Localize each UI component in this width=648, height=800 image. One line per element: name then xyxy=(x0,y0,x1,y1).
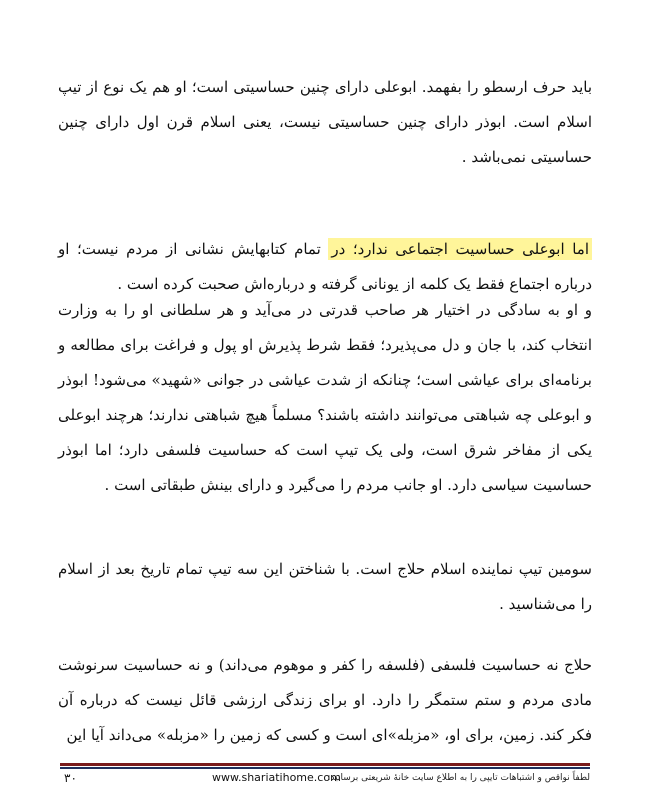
paragraph-5 xyxy=(58,648,592,753)
highlighted-text: اما ابوعلی حساسیت اجتماعی ندارد؛ در xyxy=(328,238,592,260)
footer-divider xyxy=(60,763,590,766)
paragraph-2 xyxy=(58,232,592,302)
footer-website-link[interactable]: www.shariatihome.com xyxy=(212,771,341,784)
paragraph-3 xyxy=(58,293,592,503)
paragraph-text: حلاج نه حساسیت فلسفی (فلسفه را کفر و موهوم می‌داند) و نه حساسیت سرنوشت مادی مردم و ستم ستمگر را دارد. او برای زندگی ارزشی قائل نیست که درباره آن فکر کند. زمین، برای او، «مزبله»ای است و کسی که زمین را «مزبله» می‌داند آیا این xyxy=(58,656,592,744)
paragraph-1 xyxy=(58,70,592,175)
paragraph-text: سومین تیپ نماینده اسلام حلاج است. با شناختن این سه تیپ تمام تاریخ بعد از اسلام را می‌شناسید . xyxy=(58,560,592,613)
paragraph-text: تمام کتابهایش نشانی از مردم نیست؛ او درباره اجتماع فقط یک کلمه از یونانی گرفته و درباره‌اش صحبت کرده است . xyxy=(58,240,592,293)
paragraph-text: و او به سادگی در اختیار هر صاحب قدرتی در می‌آید و هر سلطانی او را به وزارت انتخاب کند، با جان و دل می‌پذیرد؛ فقط شرط پذیرش او پول و فراغت برای مطالعه و برنامه‌ای برای عیاشی است؛ چنانکه از شدت عیاشی در جوانی «شهید» می‌شود! ابوذر و ابوعلی چه شباهتی می‌توانند داشته باشند؟ مسلماً هیچ شباهتی ندارند؛ هرچند ابوعلی یکی از مفاخر شرق است، ولی یک تیپ است که حساسیت فلسفی دارد؛ اما ابوذر حساسیت سیاسی دارد. او جانب مردم را می‌گیرد و دارای بینش طبقاتی است . xyxy=(58,301,592,494)
page-footer xyxy=(60,770,590,788)
page-number: ۳۰ xyxy=(64,771,77,785)
paragraph-text: باید حرف ارسطو را بفهمد. ابوعلی دارای چنین حساسیتی است؛ او هم یک نوع از تیپ اسلام است. ابوذر دارای چنین حساسیتی نیست، یعنی اسلام قرن اول دارای چنین حساسیتی نمی‌باشد . xyxy=(58,78,592,166)
paragraph-4 xyxy=(58,552,592,622)
footer-note: لطفاً نواقص و اشتباهات تایپی را به اطلاع سایت خانهٔ شریعتی برسانید: xyxy=(327,773,590,783)
footer-divider-secondary xyxy=(60,767,590,769)
